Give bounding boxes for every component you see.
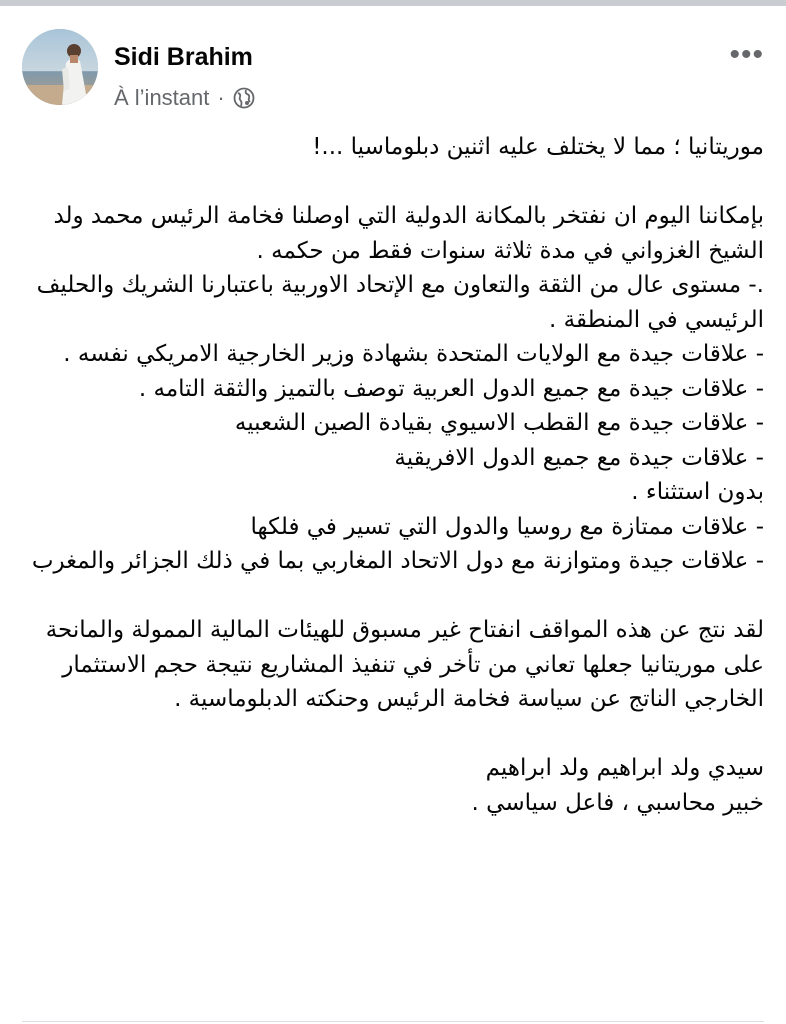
post-line-russia: - علاقات ممتازة مع روسيا والدول التي تسير في فلكها [250, 513, 764, 540]
avatar[interactable] [22, 29, 98, 105]
post-line-usa: - علاقات جيدة مع الولايات المتحدة بشهادة وزير الخارجية الامريكي نفسه . [63, 341, 764, 367]
post-line-intro: بإمكاننا اليوم ان نفتخر بالمكانة الدولية التي اوصلنا فخامة الرئيس محمد ولد الشيخ الغزواني في مدة ثلاثة سنوات فقط من حكمه . [53, 203, 764, 264]
more-options-icon[interactable]: ••• [729, 38, 764, 71]
post-body [22, 130, 764, 820]
blank-line [22, 579, 764, 614]
blank-line [22, 717, 764, 752]
post-line-signature-name: سيدي ولد ابراهيم ولد ابراهيم [485, 755, 764, 781]
post-line-maghreb: - علاقات جيدة ومتوازنة مع دول الاتحاد المغاربي بما في ذلك الجزائر والمغرب [31, 548, 764, 574]
post-header [22, 29, 764, 109]
post-line-eu: .- مستوى عال من الثقة والتعاون مع الإتحاد الاوربية باعتبارنا الشريك والحليف الرئيسي في المنطقة . [36, 272, 764, 333]
bottom-divider [22, 1021, 764, 1022]
blank-line [22, 165, 764, 200]
meta-separator: · [217, 85, 225, 110]
post-line-arab: - علاقات جيدة مع جميع الدول العربية توصف بالتميز والثقة التامه . [138, 375, 764, 402]
post-line-signature-title: خبير محاسبي ، فاعل سياسي . [471, 789, 764, 816]
timestamp[interactable]: À l’instant [114, 85, 210, 110]
post-line-africa: - علاقات جيدة مع جميع الدول الافريقية [394, 444, 764, 471]
post-card [0, 6, 786, 1024]
avatar-photo [22, 29, 98, 105]
post-line-exception: بدون استثناء . [631, 479, 764, 505]
post-line-result: لقد نتج عن هذه المواقف انفتاح غير مسبوق للهيئات المالية الممولة والمانحة على موريتانيا جعلها تعاني من تأخر في تنفيذ المشاريع نتيجة حجم الاستثمار الخارجي الناتج عن سياسة فخامة الرئيس وحنكته الدبلوماسية . [45, 617, 764, 712]
post-line-title: موريتانيا ؛ مما لا يختلف عليه اثنين دبلوماسيا ...! [312, 134, 764, 160]
post-line-asia: - علاقات جيدة مع القطب الاسيوي بقيادة الصين الشعبيه [234, 410, 764, 436]
post-meta [114, 85, 255, 111]
globe-icon[interactable] [233, 87, 255, 109]
author-name[interactable]: Sidi Brahim [114, 43, 253, 71]
